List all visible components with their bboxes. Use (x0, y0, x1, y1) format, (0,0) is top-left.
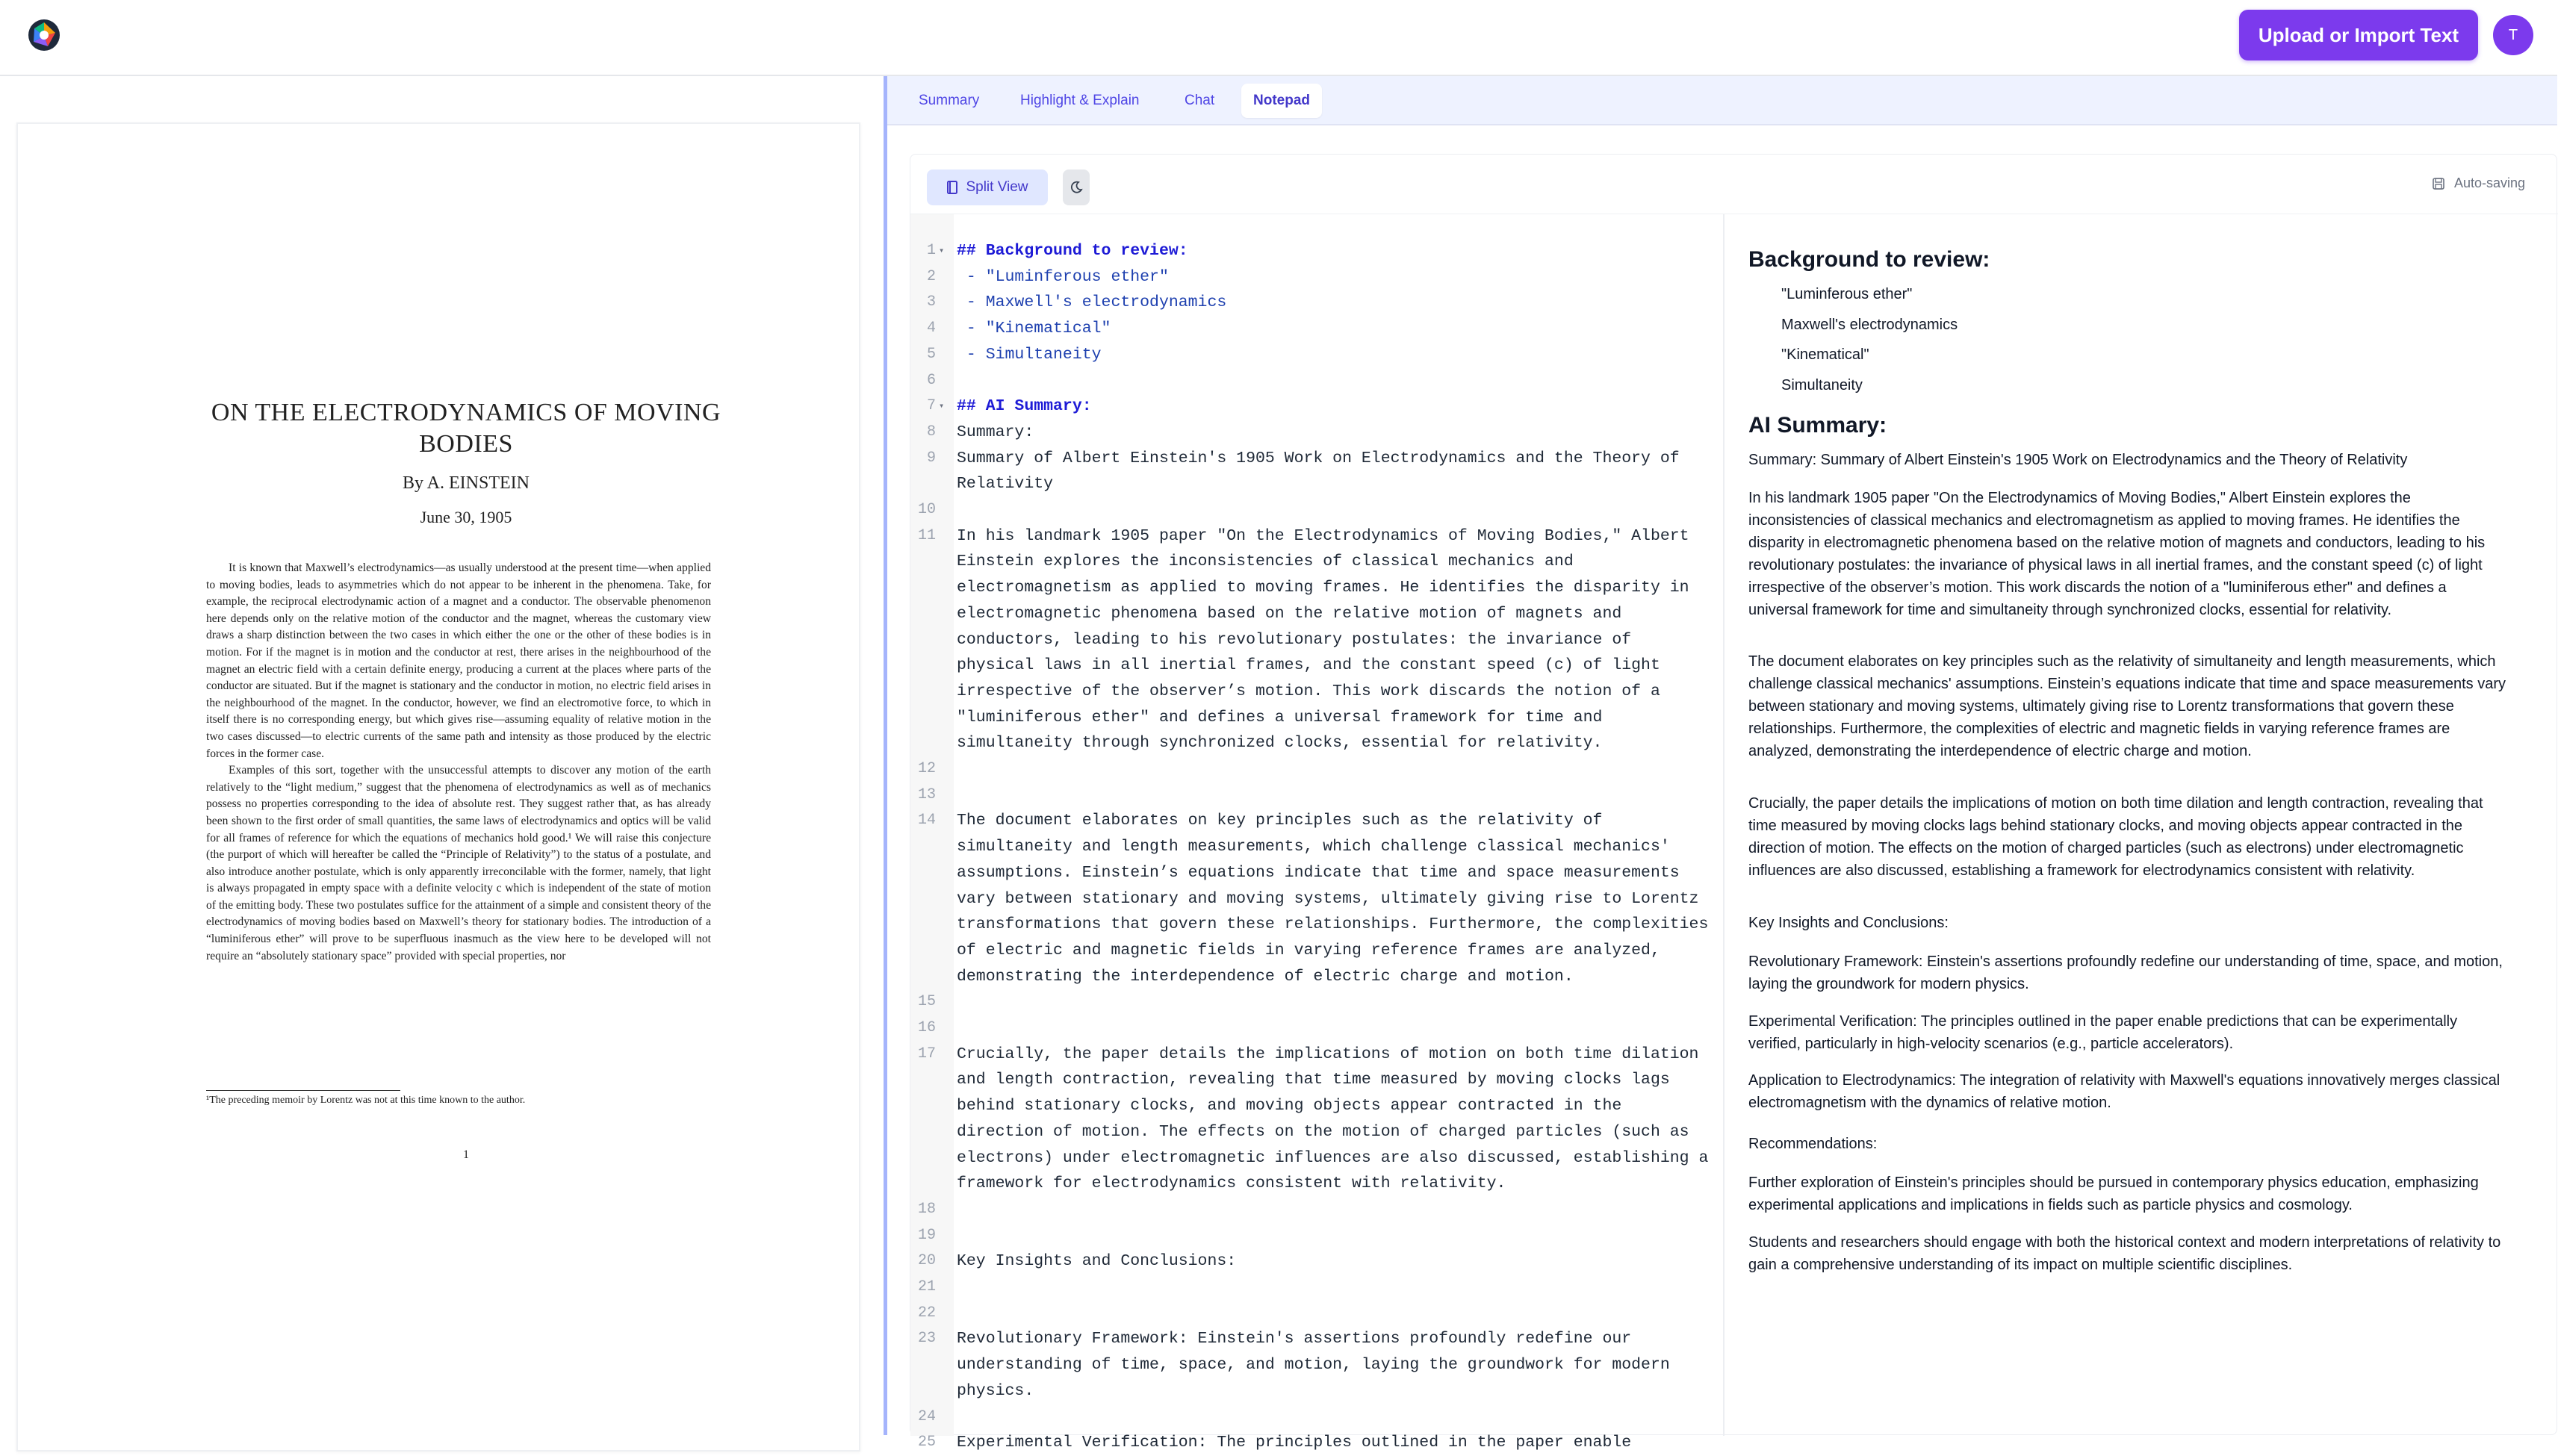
app-logo-icon[interactable] (27, 18, 61, 52)
code-line-text: Summary of Albert Einstein's 1905 Work on Electrodynamics and the Theory of Relativity (957, 449, 1689, 494)
preview-paragraph: Key Insights and Conclusions: (1748, 915, 1949, 931)
code-line-text: Key Insights and Conclusions: (957, 1252, 1237, 1271)
preview-paragraph: Crucially, the paper details the implications of motion on both time dilation and length contraction, revealing that time measured by moving clocks lags behind stationary clocks, and moving objects appear contracted in the direction of motion. The effects on the motion of charged particles (such as electrons) under electromagnetic influences are also discussed, establishing a framework for electrodynamics consistent with relativity. (1748, 795, 2483, 879)
tab-highlight-explain[interactable]: Highlight & Explain (1020, 93, 1140, 108)
right-pane (887, 76, 2557, 1452)
notepad-card (910, 154, 2557, 1452)
line-number: 6 (926, 371, 936, 389)
code-line-text: Experimental Verification: The principles outlined in the paper enable (957, 1434, 1632, 1452)
line-number: 10 (917, 501, 936, 518)
avatar[interactable]: T (2493, 15, 2533, 55)
autosave-status (2432, 175, 2525, 191)
preview-paragraph: Students and researchers should engage with both the historical context and modern interpretations of relativity to gain a comprehensive understanding of its impact on multiple scientific disciplines. (1748, 1234, 2501, 1273)
code-line-text: - Simultaneity (957, 345, 1102, 364)
footnote-rule (206, 1090, 400, 1091)
code-line-text: ## AI Summary: (957, 397, 1092, 416)
upload-import-button[interactable]: Upload or Import Text (2239, 10, 2478, 60)
autosave-label: Auto-saving (2453, 175, 2525, 190)
preview-heading: AI Summary: (1748, 413, 1887, 438)
line-number: 16 (917, 1019, 936, 1036)
line-number: 8 (926, 423, 936, 441)
line-number: 12 (917, 760, 936, 777)
code-line-text: The document elaborates on key principles such as the relativity of simultaneity and length measurements, which challenge classical mechanics' assumptions. Einstein’s equations indicate that time and space measurements vary between stationary and moving systems, ultimately giving rise to Lorentz transformations that govern these relationships. Furthermore, the complexities of electric and magnetic fields in varying reference frames are analyzed, demonstrating the interdependence of electric charge and motion. (957, 812, 1719, 986)
split-view-label: Split View (966, 179, 1028, 195)
line-number: 4 (926, 320, 936, 337)
pdf-title: ON THE ELECTRODYNAMICS OF MOVING BODIES (211, 399, 721, 458)
pdf-body (206, 560, 711, 965)
line-number: 1 (926, 242, 936, 259)
notepad-toolbar (910, 155, 2558, 214)
markdown-editor[interactable] (910, 214, 1725, 1452)
line-number: 11 (917, 526, 936, 544)
preview-heading: Background to review: (1748, 247, 1990, 272)
line-number: 7 (926, 397, 936, 415)
preview-list-item: Simultaneity (1781, 377, 1863, 393)
line-number: 17 (917, 1045, 936, 1063)
line-number: 5 (926, 345, 936, 363)
code-line-text: - "Luminferous ether" (957, 267, 1169, 286)
preview-list-item: Maxwell's electrodynamics (1781, 317, 1958, 333)
code-line-text: - Maxwell's electrodynamics (957, 293, 1227, 312)
pdf-paragraph: Examples of this sort, together with the unsuccessful attempts to discover any motion of the earth relatively to the “light medium,” suggest that the phenomena of electrodynamics as well as of mechanics possess no properties corresponding to the idea of absolute rest. They suggest rather that, as has already been shown to the first order of small quantities, the same laws of electrodynamics and optics will be valid for all frames of reference for which the equations of mechanics hold good.¹ We will raise this conjecture (the purport of which will hereafter be called the “Principle of Relativity”) to the status of a postulate, and also introduce another postulate, which is only apparently irreconcilable with the former, namely, that light is always propagated in empty space with a definite velocity c which is independent of the state of motion of the emitting body. These two postulates suffice for the attainment of a simple and consistent theory of the electrodynamics of moving bodies based on Maxwell’s theory for stationary bodies. The introduction of a “luminiferous ether” will prove to be superfluous inasmuch as the view here to be developed will not require an “absolutely stationary space” provided with special properties, nor (206, 764, 711, 962)
line-number: 15 (917, 993, 936, 1011)
top-bar (0, 0, 2557, 76)
preview-paragraph: Application to Electrodynamics: The integration of relativity with Maxwell's equations innovatively merges classical electromagnetism with the dynamics of relative motion. (1748, 1072, 2500, 1111)
code-line-text: - "Kinematical" (957, 320, 1111, 338)
line-number: 25 (917, 1434, 936, 1452)
line-number: 3 (926, 293, 936, 311)
line-number: 19 (917, 1226, 936, 1244)
tab-notepad[interactable]: Notepad (1241, 84, 1322, 118)
fold-arrow-icon[interactable]: ▾ (939, 401, 945, 412)
line-number: 21 (917, 1278, 936, 1295)
preview-list-item: "Luminferous ether" (1781, 286, 1913, 302)
pdf-footnote: ¹The preceding memoir by Lorentz was not at this time known to the author. (206, 1095, 526, 1106)
book-icon (946, 181, 958, 194)
pdf-viewer[interactable] (0, 76, 886, 1435)
save-icon (2432, 177, 2445, 190)
code-line-text: Summary: (957, 423, 1034, 441)
preview-list-item: "Kinematical" (1781, 346, 1869, 363)
line-number: 24 (917, 1407, 936, 1425)
preview-paragraph: In his landmark 1905 paper "On the Electrodynamics of Moving Bodies," Albert Einstein explores the inconsistencies of classical mechanics and electromagnetism as applied to moving frames. He identifies the disparity in electromagnetic phenomena based on the relative motion of magnets and conductors, leading to his revolutionary postulates: the invariance of physical laws in all inertial frames, and the constant speed (c) of light irrespective of the observer’s motion. This work discards the notion of a "luminiferous ether" and defines a universal framework for time and simultaneity through synchronized clocks, essential for relativity. (1748, 490, 2486, 618)
line-number: 13 (917, 785, 936, 803)
preview-paragraph: Experimental Verification: The principles outlined in the paper enable predictions that can be experimentally verified, particularly in high-velocity scenarios (e.g., particle accelerators). (1748, 1013, 2458, 1052)
line-number: 2 (926, 267, 936, 285)
tab-bar (887, 76, 2557, 125)
tab-summary[interactable]: Summary (919, 93, 980, 108)
line-number: 20 (917, 1252, 936, 1270)
pdf-date: June 30, 1905 (420, 508, 512, 526)
line-number: 9 (926, 449, 936, 467)
moon-icon (1070, 181, 1083, 194)
preview-paragraph: Further exploration of Einstein's principles should be pursued in contemporary physics education, emphasizing experimental applications and implications in fields such as particle physics and cosmology. (1748, 1175, 2479, 1213)
markdown-preview (1725, 214, 2558, 1436)
preview-paragraph: Recommendations: (1748, 1136, 1878, 1152)
pdf-paragraph: It is known that Maxwell’s electrodynamics—as usually understood at the present time—when applied to moving bodies, leads to asymmetries which do not appear to be inherent in the phenomena. Take, for example, the reciprocal electrodynamic action of a magnet and a conductor. The observable phenomenon here depends only on the relative motion of the conductor and the magnet, whereas the customary view draws a sharp distinction between the two cases in which either the one or the other of these bodies is in motion. For if the magnet is in motion and the conductor at rest, there arises in the neighbourhood of the magnet an electric field with a certain definite energy, producing a current at the places where parts of the conductor are situated. But if the magnet is stationary and the conductor in motion, no electric field arises in the neighbourhood of the magnet. In the conductor, however, we find an electromotive force, to which in itself there is no corresponding energy, but which gives rise—assuming equality of relative motion in the two cases discussed—to electric currents of the same path and intensity as those produced by the electric forces in the former case. (206, 561, 711, 760)
code-line-text: In his landmark 1905 paper "On the Electrodynamics of Moving Bodies," Albert Einstein explores the inconsistencies of classical mechanics and electromagnetism as applied to moving frames. He identifies the disparity in electromagnetic phenomena based on the relative motion of magnets and conductors, leading to his revolutionary postulates: the invariance of physical laws in all inertial frames, and the constant speed (c) of light irrespective of the observer’s motion. This work discards the notion of a "luminiferous ether" and defines a universal framework for time and simultaneity through synchronized clocks, essential for relativity. (957, 526, 1699, 753)
preview-paragraph: The document elaborates on key principles such as the relativity of simultaneity and length measurements, which challenge classical mechanics' assumptions. Einstein’s equations indicate that time and space measurements vary between stationary and moving systems, ultimately giving rise to Lorentz transformations that govern these relationships. Furthermore, the complexities of electric and magnetic fields in varying reference frames are analyzed, demonstrating the interdependence of electric charge and motion. (1748, 653, 2506, 759)
code-line-text: ## Background to review: (957, 242, 1188, 260)
line-number: 14 (917, 812, 936, 830)
code-line-text: Revolutionary Framework: Einstein's assertions profoundly redefine our understanding of time, space, and motion, laying the groundwork for modern physics. (957, 1330, 1680, 1400)
pdf-page (16, 122, 860, 1452)
pdf-page-number: 1 (463, 1148, 469, 1161)
code-line-text: Crucially, the paper details the implications of motion on both time dilation and length contraction, revealing that time measured by moving clocks lags behind stationary clocks, and moving objects appear contracted in the direction of motion. The effects on the motion of charged particles (such as electrons) under electromagnetic influences are also discussed, establishing a framework for electrodynamics consistent with relativity. (957, 1045, 1719, 1193)
preview-paragraph: Revolutionary Framework: Einstein's assertions profoundly redefine our understanding of time, space, and motion, laying the groundwork for modern physics. (1748, 953, 2503, 992)
preview-paragraph: Summary: Summary of Albert Einstein's 1905 Work on Electrodynamics and the Theory of Relativity (1748, 452, 2408, 468)
pdf-author: By A. EINSTEIN (403, 473, 530, 493)
dark-mode-toggle[interactable] (1063, 169, 1090, 205)
tab-chat[interactable]: Chat (1185, 93, 1215, 108)
line-number: 23 (917, 1330, 936, 1348)
split-view-button[interactable] (927, 169, 1048, 205)
fold-arrow-icon[interactable]: ▾ (939, 246, 945, 256)
line-number: 18 (917, 1200, 936, 1218)
line-number: 22 (917, 1304, 936, 1322)
